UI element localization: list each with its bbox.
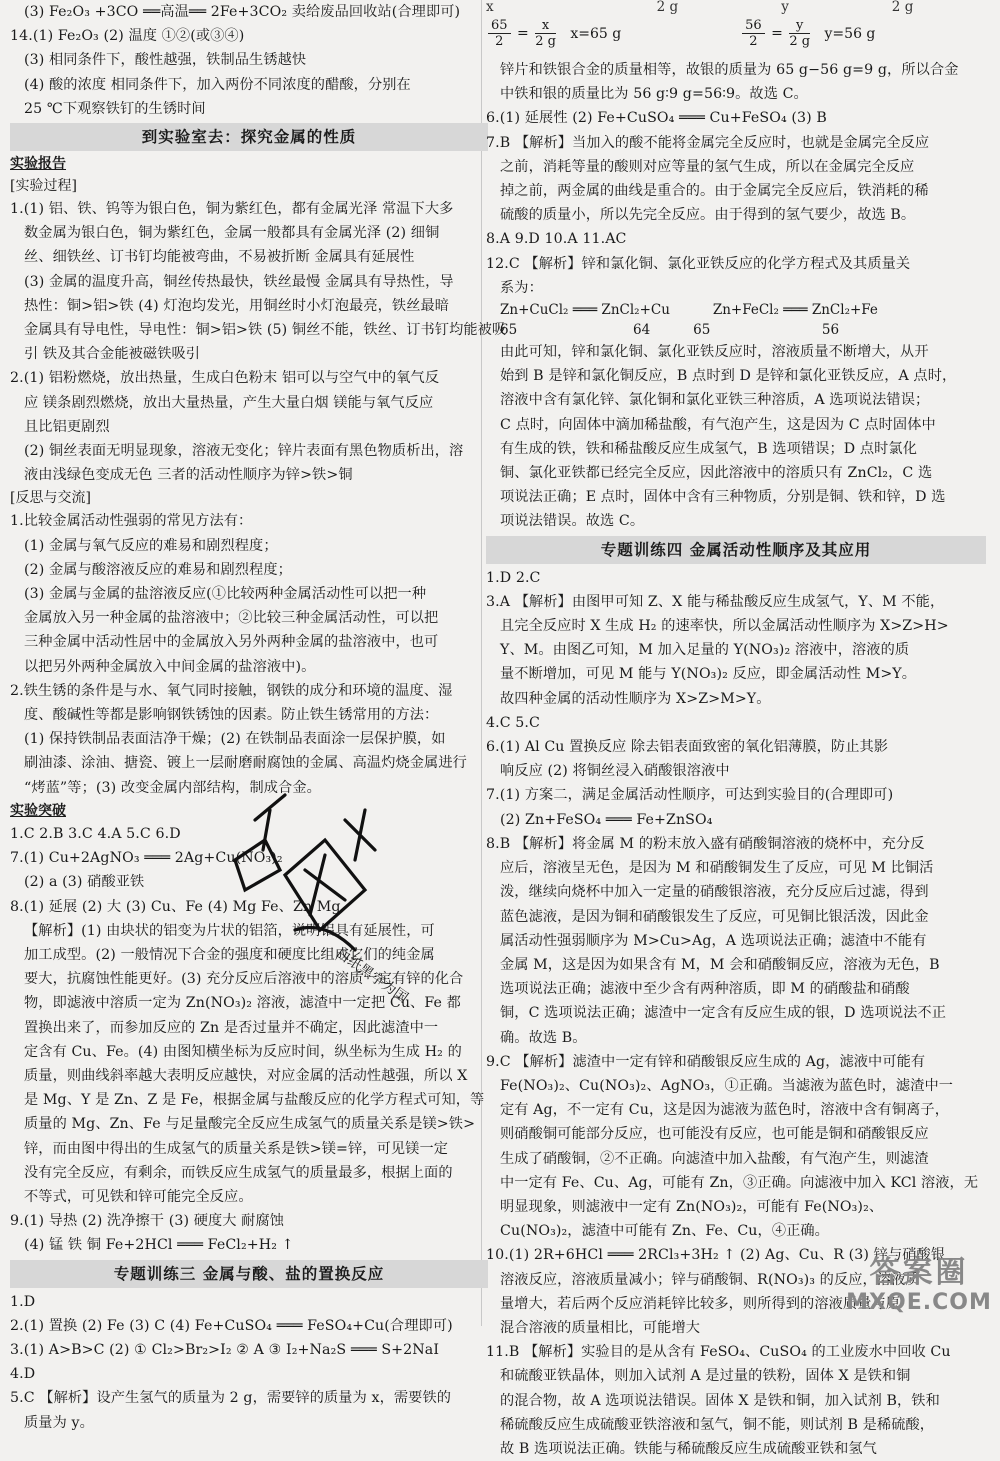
text-line: 2.铁生锈的条件是与水、氧气同时接触，钢铁的成分和环境的温度、湿 bbox=[10, 682, 453, 699]
text-line: 液由浅绿色变成无色 三者的活动性顺序为锌>铁>铜 bbox=[24, 467, 353, 484]
text-line: 没有完全反应，有剩余，而铁反应生成氢气的质量最多，根据上面的 bbox=[24, 1164, 453, 1181]
text-line: 锌片和铁银合金的质量相等，故银的质量为 65 g−56 g=9 g，所以合金 bbox=[500, 62, 959, 78]
text-line: (2) Zn+FeSO₄ ═══ Fe+ZnSO₄ bbox=[500, 811, 713, 828]
text-line: 丝、细铁丝、订书钉均能被弯曲，不易被折断 金属具有延展性 bbox=[24, 249, 415, 266]
text-line: 生成了硝酸铜，②不正确。向滤渣中加入盐酸，有气泡产生，则滤渣 bbox=[500, 1150, 929, 1167]
text-line: 溶液中含有氯化锌、氯化铜和氯化亚铁三种溶质，A 选项说法错误； bbox=[500, 392, 930, 409]
text-line: 不等式，可见铁和锌可能完全反应。 bbox=[24, 1188, 253, 1205]
top-fragment: x 2 g y 2 g bbox=[486, 0, 914, 15]
text-line: 明显现象，则滤液中一定有 Zn(NO₃)₂，可能有 Fe(NO₃)₂、 bbox=[500, 1198, 884, 1215]
text-line: 故 B 选项说法正确。铁能与稀硫酸反应生成硫酸亚铁和氢气 bbox=[500, 1440, 877, 1457]
training-3-answers bbox=[10, 1290, 488, 1435]
text-line: (2) a (3) 硝酸亚铁 bbox=[24, 874, 145, 891]
text-line: 有生成的铁，铁和稀盐酸反应生成氢气，B 选项错误；D 点时氯化 bbox=[500, 440, 917, 457]
handwritten-stamp-icon bbox=[225, 780, 411, 1007]
text-line: 3.A 【解析】由图甲可知 Z、X 能与稀盐酸反应生成氢气，Y、M 不能， bbox=[486, 593, 945, 610]
text-line: 物，即滤液中溶质一定为 Zn(NO₃)₂ 溶液，滤渣中一定把 Cu、Fe 都 bbox=[24, 995, 461, 1012]
text-line: 要大，抗腐蚀性能更好。(3) 充分反应后溶液中的溶质一定有锌的化合 bbox=[24, 971, 464, 988]
text-line: 确。故选 B。 bbox=[500, 1029, 587, 1046]
text-line: 1.比较金属活动性强弱的常见方法有： bbox=[10, 513, 253, 530]
text-line: 9.(1) 导热 (2) 洗净擦干 (3) 硬度大 耐腐蚀 bbox=[10, 1213, 285, 1230]
text-line: 锌，而由图中得出的生成氢气的质量关系是铁>镁=锌，可见镁一定 bbox=[24, 1140, 449, 1157]
text-line: 响反应 (2) 将铜丝浸入硝酸银溶液中 bbox=[500, 763, 730, 780]
text-line: 7.(1) 方案二，满足金属活动性顺序，可达到实验目的(合理即可) bbox=[486, 787, 894, 804]
text-line: 定有 Ag，不一定有 Cu，这是因为滤液为蓝色时，溶液中含有铜离子， bbox=[500, 1102, 949, 1119]
text-line: 11.B 【解析】实验目的是从含有 FeSO₄、CuSO₄ 的工业废水中回收 Cu bbox=[486, 1344, 951, 1361]
fraction-65-2: $\frac{65}{2}$ bbox=[488, 18, 511, 49]
text-line: 蓝色滤液，是因为铜和硝酸银发生了反应，可见铜比银活泼，因此金 bbox=[500, 908, 929, 925]
equation-line-2: 65 64 65 56 bbox=[500, 322, 840, 339]
text-line: 的混合物，故 A 选项说法错误。固体 X 是铁和铜，加入试剂 B，铁和 bbox=[500, 1392, 940, 1409]
text-line: 铜，C 选项说法正确；滤渣中一定含有反应生成的银，D 选项说法不正 bbox=[500, 1005, 946, 1022]
reflect-label: [反思与交流] bbox=[10, 490, 91, 507]
fraction-56-2: $\frac{56}{2}$ bbox=[742, 18, 765, 49]
text-line: 硫酸的质量小，所以先完全反应。由于得到的氢气要少，故选 B。 bbox=[500, 207, 916, 224]
text-line: 刷油漆、涂油、搪瓷、镀上一层耐磨耐腐蚀的金属、高温灼烧金属进行 bbox=[24, 755, 467, 772]
text-line: 引 铁及其合金能被磁铁吸引 bbox=[24, 346, 201, 363]
text-line: 应后，溶液呈无色，是因为 M 和硝酸铜发生了反应，可见 M 比铜活 bbox=[500, 860, 934, 877]
text-line: 金属具有导电性，导电性：铜>铝>铁 (5) 铜丝不能，铁丝、订书钉均能被吸 bbox=[24, 322, 507, 339]
text-line: 混合溶液的质量相比，可能增大 bbox=[500, 1319, 701, 1336]
answers-6-to-12 bbox=[486, 58, 986, 300]
right-column bbox=[486, 0, 986, 1461]
text-line: 1.(1) 铝、铁、钨等为银白色，铜为紫红色，都有金属光泽 常温下大多 bbox=[10, 201, 454, 218]
text-line: (4) 酸的浓度 相同条件下，加入两份不同浓度的醋酸，分别在 bbox=[24, 76, 411, 93]
stamp-text: 白纸黑字为国 bbox=[332, 945, 411, 1007]
text-line: 且完全反应时 X 生成 H₂ 的速率快，所以金属活动性顺序为 X>Z>H> bbox=[500, 618, 949, 635]
section-title-training-3: 专题训练三 金属与酸、盐的置换反应 bbox=[10, 1260, 488, 1288]
text-line: 中铁和银的质量比为 56 g∶9 g=56∶9。故选 C。 bbox=[500, 86, 808, 103]
text-line: 质量为 y。 bbox=[24, 1414, 94, 1431]
fraction-x-2g: $\frac{x}{2 g}$ bbox=[535, 18, 556, 49]
text-line: (1) 金属与氧气反应的难易和剧烈程度； bbox=[24, 537, 278, 554]
text-line: (3) Fe₂O₃ +3CO ══高温══ 2Fe+3CO₂ 卖给废品回收站(合理即可) bbox=[24, 4, 461, 20]
text-line: 项说法错误。故选 C。 bbox=[500, 513, 645, 530]
text-line: 质量的 Mg、Zn、Fe 与足量酸完全反应生成氢气的质量关系是镁>铁> bbox=[24, 1116, 476, 1133]
text-line: 8.(1) 延展 (2) 大 (3) Cu、Fe (4) Mg Fe、Zn Mg bbox=[10, 898, 341, 915]
text-line: 则硝酸铜可能部分反应，也可能没有反应，也可能是铜和硝酸银反应 bbox=[500, 1126, 929, 1143]
text-line: 6.(1) 延展性 (2) Fe+CuSO₄ ═══ Cu+FeSO₄ (3) B bbox=[486, 110, 827, 127]
text-line: 属活动性强弱顺序为 M>Cu>Ag，A 选项说法正确；滤渣中不能有 bbox=[500, 932, 927, 949]
text-line: 9.C 【解析】滤渣中一定有锌和硝酸银反应生成的 Ag，滤液中可能有 bbox=[486, 1053, 926, 1070]
text-line: 3.(1) A>B>C (2) ① Cl₂>Br₂>I₂ ② A ③ I₂+Na₂S ═══ S+2NaI bbox=[10, 1341, 440, 1358]
text-line: 应 镁条剧烈燃烧，放出大量热量，产生大量白烟 镁能与氧气反应 bbox=[24, 394, 434, 411]
text-line: 以把另外两种金属放入中间金属的盐溶液中)。 bbox=[24, 658, 316, 675]
section-title-training-4: 专题训练四 金属活动性顺序及其应用 bbox=[486, 536, 986, 564]
text-line: (3) 金属的温度升高，铜丝传热最快，铁丝最慢 金属具有导热性，导 bbox=[24, 273, 454, 290]
text-line: Fe(NO₃)₂、Cu(NO₃)₂、AgNO₃，①正确。当滤液为蓝色时，滤渣中一 bbox=[500, 1077, 954, 1094]
text-line: 加工成型。(2) 一般情况下合金的强度和硬度比组成它们的纯金属 bbox=[24, 946, 435, 963]
text-line: 2.(1) 置换 (2) Fe (3) C (4) Fe+CuSO₄ ═══ FeSO₄+Cu(合理即可) bbox=[10, 1317, 453, 1334]
text-line: 三种金属中活动性居中的金属放入另外两种金属的盐溶液中，也可 bbox=[24, 634, 439, 651]
text-line: 量增大，若后两个反应消耗锌比较多，则所得到的溶液质量与原 bbox=[500, 1295, 901, 1312]
text-line: 泼，继续向烧杯中加入一定量的硝酸银溶液，充分反应后过滤，得到 bbox=[500, 884, 929, 901]
text-line: 14.(1) Fe₂O₃ (2) 温度 ①②(或③④) bbox=[10, 28, 245, 45]
text-line: 4.D bbox=[10, 1366, 36, 1383]
text-line: 7.(1) Cu+2AgNO₃ ═══ 2Ag+Cu(NO₃)₂ bbox=[10, 850, 283, 867]
text-line: (4) 锰 铁 铜 Fe+2HCl ═══ FeCl₂+H₂ ↑ bbox=[24, 1237, 294, 1254]
text-line: 量不断增加，可见 M 能与 Y(NO₃)₂ 反应，即金属活动性 M>Y。 bbox=[500, 666, 917, 683]
watermark-logo bbox=[844, 1256, 994, 1322]
text-line: 数金属为银白色，铜为紫红色，金属一般都具有金属光泽 (2) 细铜 bbox=[24, 225, 440, 242]
text-line: 质量，则曲线斜率越大表明反应越快，对应金属的活动性越强，所以 X bbox=[24, 1067, 468, 1084]
result-x: x=65 g bbox=[570, 25, 622, 42]
text-line: 1.C 2.B 3.C 4.A 5.C 6.D bbox=[10, 825, 181, 842]
fraction-equations: $\frac{65}{2}$ = $\frac{x}{2 g}$ x=65 g $\frac{56}{2}$ = $\frac{y}{2 g}$ y=56 g bbox=[486, 18, 986, 58]
text-line: 热性：铜>铝>铁 (4) 灯泡均发光，用铜丝时小灯泡最亮，铁丝最暗 bbox=[24, 297, 450, 314]
text-line: 8.A 9.D 10.A 11.AC bbox=[486, 231, 627, 248]
report-label: 实验报告 bbox=[10, 156, 66, 173]
fraction-y-2g: $\frac{y}{2 g}$ bbox=[789, 18, 811, 49]
training-4-answers bbox=[486, 566, 986, 1461]
text-line: 7.B 【解析】当加入的酸不能将金属完全反应时，也就是金属完全反应 bbox=[486, 134, 930, 151]
text-line: C 点时，向固体中滴加稀盐酸，有气泡产生，这是因为 C 点时固体中 bbox=[500, 416, 936, 433]
watermark-cn: 答案圈 bbox=[869, 1255, 969, 1290]
text-line: Y、M。由图乙可知，M 加入足量的 Y(NO₃)₂ 溶液中，溶液的质 bbox=[500, 642, 910, 659]
analysis-12 bbox=[486, 340, 986, 534]
text-line: 2.(1) 铝粉燃烧，放出热量，生成白色粉末 铝可以与空气中的氧气反 bbox=[10, 370, 440, 387]
text-line: (1) 保持铁制品表面洁净干燥；(2) 在铁制品表面涂一层保护膜，如 bbox=[24, 731, 446, 748]
text-line: 稀硫酸反应生成硫酸亚铁溶液和氢气，铜不能，则试剂 B 是稀硫酸， bbox=[500, 1416, 935, 1433]
text-line: 置换出来了，而参加反应的 Zn 是否过量并不确定，因此滤渣中一 bbox=[24, 1019, 439, 1036]
text-line: 项说法正确；E 点时，固体中含有三种物质，分别是铜、铁和锌，D 选 bbox=[500, 489, 946, 506]
equation-line-1: Zn+CuCl₂ ═══ ZnCl₂+Cu Zn+FeCl₂ ═══ ZnCl₂+Fe bbox=[500, 302, 878, 319]
reflect-answers bbox=[10, 509, 488, 799]
text-line: 溶液反应，溶液质量减小；锌与硝酸铜、R(NO₃)₃ 的反应，溶液质 bbox=[500, 1271, 920, 1288]
text-line: 【解析】(1) 由块状的铝变为片状的铝箔，说明铝具有延展性，可 bbox=[24, 922, 435, 939]
text-line: 12.C 【解析】锌和氯化铜、氯化亚铁反应的化学方程式及其质量关 bbox=[486, 255, 911, 272]
text-line: “烤蓝”等；(3) 改变金属内部结构，制成合金。 bbox=[24, 779, 321, 796]
text-line: 选项说法正确；滤液中至少含有两种溶质，即 M 的硝酸盐和硝酸 bbox=[500, 981, 910, 998]
text-line: (3) 金属与金属的盐溶液反应(①比较两种金属活动性可以把一种 bbox=[24, 586, 427, 603]
text-line: Cu(NO₃)₂，滤渣中可能有 Zn、Fe、Cu，④正确。 bbox=[500, 1223, 829, 1240]
text-line: 故四种金属的活动性顺序为 X>Z>M>Y。 bbox=[500, 690, 771, 707]
section-title-lab: 到实验室去：探究金属的性质 bbox=[10, 123, 488, 151]
text-line: 4.C 5.C bbox=[486, 714, 540, 731]
text-line: 和硫酸亚铁晶体，则加入试剂 A 是过量的铁粉，固体 X 是铁和铜 bbox=[500, 1368, 911, 1385]
text-line: 铜、氯化亚铁都已经完全反应，因此溶液中的溶质只有 ZnCl₂，C 选 bbox=[500, 465, 933, 482]
text-line: 由此可知，锌和氯化铜、氯化亚铁反应时，溶液质量不断增大，从开 bbox=[500, 344, 929, 361]
text-line: (2) 金属与酸溶液反应的难易和剧烈程度； bbox=[24, 561, 292, 578]
text-line: 始到 B 是锌和氯化铜反应，B 点时到 D 是锌和氯化亚铁反应，A 点时， bbox=[500, 368, 957, 385]
watermark-en: MXQE.COM bbox=[846, 1290, 992, 1315]
breakthrough-label: 实验突破 bbox=[10, 802, 66, 819]
text-line: 1.D bbox=[10, 1293, 36, 1310]
text-line: 6.(1) Al Cu 置换反应 除去铝表面致密的氧化铝薄膜，防止其影 bbox=[486, 739, 889, 756]
text-line: 1.D 2.C bbox=[486, 569, 541, 586]
text-line: 之前，消耗等量的酸则对应等量的氢气生成，所以在金属完全反应 bbox=[500, 158, 915, 175]
text-line: 金属 M，这是因为如果含有 M，M 会和硝酸铜反应，溶液为无色，B bbox=[500, 956, 940, 973]
text-line: 中一定有 Fe、Cu、Ag，可能有 Zn，③正确。向滤液中加入 KCl 溶液，无 bbox=[500, 1174, 979, 1191]
result-y: y=56 g bbox=[824, 25, 876, 42]
text-line: 且比铝更剧烈 bbox=[24, 418, 110, 435]
text-line: 系为： bbox=[500, 279, 543, 296]
text-line: 8.B 【解析】将金属 M 的粉末放入盛有硝酸铜溶液的烧杯中，充分反 bbox=[486, 835, 925, 852]
text-line: 度、酸碱性等都是影响钢铁锈蚀的因素。防止铁生锈常用的方法： bbox=[24, 707, 439, 724]
text-line: 10.(1) 2R+6HCl ═══ 2RCl₃+3H₂ ↑ (2) Ag、Cu、R (3) 锌与硝酸银 bbox=[486, 1247, 946, 1264]
text-line: 是 Mg、Y 是 Zn、Z 是 Fe，根据金属与盐酸反应的化学方程式可知，等 bbox=[24, 1092, 485, 1109]
text-line: (2) 铜丝表面无明显现象，溶液无变化；锌片表面有黑色物质析出，溶 bbox=[24, 443, 464, 460]
text-line: (3) 相同条件下，酸性越强，铁制品生锈越快 bbox=[24, 52, 307, 69]
text-line: 25 ℃下观察铁钉的生锈时间 bbox=[24, 100, 206, 117]
process-answers bbox=[10, 197, 507, 487]
text-line: 5.C 【解析】设产生氢气的质量为 2 g，需要锌的质量为 x，需要铁的 bbox=[10, 1390, 452, 1407]
text-line: 掉之前，两金属的曲线是重合的。由于金属完全反应后，铁消耗的稀 bbox=[500, 183, 929, 200]
left-top-answers bbox=[10, 0, 488, 121]
process-label: [实验过程] bbox=[10, 178, 77, 195]
text-line: 金属放入另一种金属的盐溶液中；②比较三种金属活动性，可以把 bbox=[24, 610, 439, 627]
text-line: 定含有 Cu、Fe。(4) 由图知横坐标为反应时间，纵坐标为生成 H₂ 的 bbox=[24, 1043, 462, 1060]
